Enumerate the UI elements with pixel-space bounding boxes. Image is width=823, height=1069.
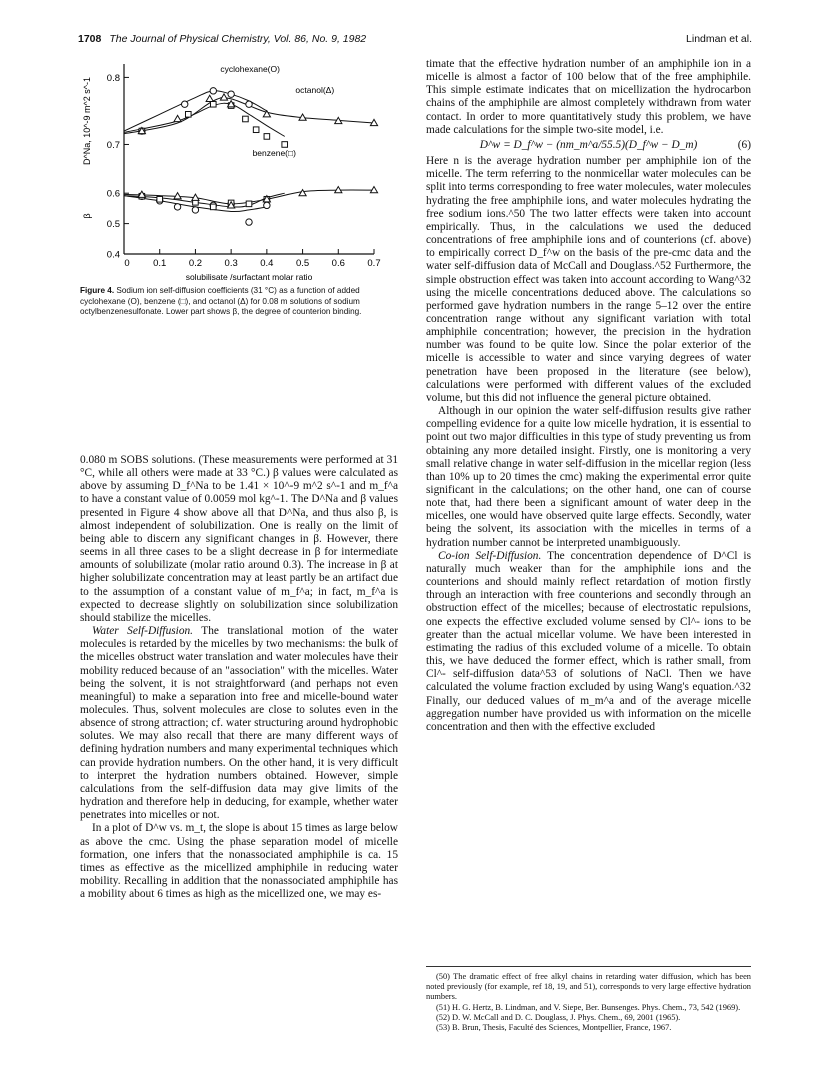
series-annotation: benzene(□) xyxy=(252,147,296,158)
figure-4 xyxy=(78,58,400,286)
data-point-square xyxy=(243,116,249,122)
journal-citation: The Journal of Physical Chemistry, Vol. 86, No. 9, 1982 xyxy=(109,33,367,45)
paragraph-body: The translational motion of the water molecules is retarded by the micelles by two mechanisms: the bulk of the micelles obstruct water translation and water molecules have their mobility reduced because of an "association" with the micelles. Water being the solvent, it is not straightforward (and perhaps not even meaningful) to make a separation into free and micelle-bound water molecules. Thus, solvent molecules are close to solutes even in the absence of strong attraction; cf. water structuring around hydrophobic solutes. We may also recall that there are many different ways of defining hydration numbers and many experimental techniques which can provide hydration numbers. On the other hand, it is very difficult to interpret the hydration numbers obtained. However, simple calculations from the self-diffusion data may give limits of the hydration and therefore help in deducing, for example, whether water penetrates into micelles or not. xyxy=(80,625,398,822)
figure-4-chart xyxy=(78,58,400,286)
caption-label: Figure 4. xyxy=(80,286,115,295)
data-point-square xyxy=(185,111,191,117)
figure-caption xyxy=(80,286,398,318)
series-annotation: cyclohexane(O) xyxy=(220,64,280,75)
y-tick-label: 0.5 xyxy=(106,219,120,231)
x-tick-label: 0.5 xyxy=(295,258,310,269)
paragraph: Here n is the average hydration number per amphiphile ion of the micelle. The term referring to the nonmicellar water molecules can be split into terms corresponding to free water molecules, water molecules hydrating the free amphiphile ions, and water molecules hydrating the free sodium ions.^50 The two latter effects were taken into account empirically. Thus, in the calculations we used the deduced concentrations of free amphiphile ions and of counterions (cf. above) to empirically correct D_f^w on the basis of the pre-cmc data and the water self-diffusion data of McCall and Douglass.^52 Furthermore, the simple obstruction effect was taken into account according to Wang^32 using the micelle concentrations deduced above. The calculations so performed gave hydration numbers in the range 5–12 over the entire concentration range without any significant variation with total amphiphile concentration; however, the precision in the hydration number was found to be quite low. Since the polar exterior of the micelle is accessible to water and since varying degrees of water penetration have been proposed in the literature (see below), calculations were performed with different values of the excluded volume, but this did not influence the general picture obtained. xyxy=(426,155,751,404)
x-tick-label: 0.4 xyxy=(260,258,274,269)
caption-text: Sodium ion self-diffusion coefficients (31 °C) as a function of added cyclohexane (O), benzene (□), and octanol (Δ) for 0.08 m solutions of sodium octylbenzenesulfonate. Lower part shows β, the degree of counterion binding. xyxy=(80,286,362,317)
data-point-circle xyxy=(182,101,188,107)
data-point-circle xyxy=(264,202,270,208)
data-point-triangle xyxy=(174,193,181,199)
y-axis-label: β xyxy=(82,213,92,219)
data-point-square xyxy=(264,134,270,140)
fit-curve xyxy=(124,91,267,131)
footnote: (53) B. Brun, Thesis, Faculté des Sciences, Montpellier, France, 1967. xyxy=(436,1023,672,1033)
equation-number: (6) xyxy=(737,138,751,151)
y-tick-label: 0.6 xyxy=(106,188,120,200)
data-point-square xyxy=(210,101,216,107)
data-point-triangle xyxy=(220,94,227,100)
data-point-square xyxy=(157,196,163,202)
x-tick-label: 0.3 xyxy=(224,258,238,269)
running-header xyxy=(78,33,752,49)
data-point-circle xyxy=(210,88,216,94)
x-tick-label: 0 xyxy=(124,258,130,269)
paragraph: Although in our opinion the water self-diffusion results give rather compelling evidence for a quite low micelle hydration, it is essential to point out two major difficulties in this type of study preventing us from obtaining any more detailed insight. Firstly, one is monitoring a very small relative change in water self-diffusion in the micellar region (less than 10% up to 20 times the cmc) making the experimental error quite significant in the calculations; on the other hand, one can of course note that, had there been a significant amount of water deep in the micelles, one would have observed quite large effects. Secondly, water being the solvent, its association with the micelles in terms of a hydration number cannot be interpreted unambiguously. xyxy=(426,405,751,549)
y-axis-label: D^Na, 10^-9 m^2 s^-1 xyxy=(82,77,92,165)
data-point-circle xyxy=(174,204,180,210)
equation-6 xyxy=(426,139,751,152)
x-tick-label: 0.6 xyxy=(331,258,345,269)
data-point-triangle xyxy=(174,115,181,121)
series-annotation: octanol(Δ) xyxy=(295,84,335,95)
section-heading: Co-ion Self-Diffusion. xyxy=(438,549,542,562)
footnotes xyxy=(426,966,751,1033)
header-authors: Lindman et al. xyxy=(686,33,752,45)
footnote: (52) D. W. McCall and D. C. Douglass, J. Phys. Chem., 69, 2001 (1965). xyxy=(436,1012,681,1022)
y-tick-label: 0.7 xyxy=(106,139,120,151)
data-point-circle xyxy=(246,219,252,225)
data-point-square xyxy=(253,127,259,133)
footnote: (51) H. G. Hertz, B. Lindman, and V. Siepe, Ber. Bunsenges. Phys. Chem., 73, 542 (1969). xyxy=(436,1002,741,1012)
paragraph: timate that the effective hydration number of an amphiphile ion in a micelle is almost a factor of 100 below that of the free amphiphile. This simple estimate indicates that on micellization the hydrocarbon chains of the amphiphile are almost completely withdrawn from water contact. In order to more quantitatively study this problem, we have made calculations for the simple two-site model, i.e. xyxy=(426,58,751,136)
data-point-triangle xyxy=(206,95,213,101)
x-tick-label: 0.2 xyxy=(188,258,203,269)
page-number: 1708 xyxy=(78,33,102,45)
x-axis-label: solubilisate /surfactant molar ratio xyxy=(185,272,313,282)
section-heading: Water Self-Diffusion. xyxy=(92,625,194,638)
paragraph-body: The concentration dependence of D^Cl is naturally much weaker than for the amphiphile ions and the counterions and should mainly reflect retardation of motion firstly through an interaction with free counterions and secondly through an obstruction effect of the micelles; because of electrostatic repulsions, one expects the effective excluded volume sensed by Cl^- ions to be greater than the actual micellar volume. We have been interested in estimating the radius of this excluded volume of a micelle. To obtain this, we have deduced the former effect, which is rather small, from Cl^- self-diffusion data^53 of solutions of NaCl. Then we have calculated the volume fraction excluded by using Wang's equation.^32 Finally, our deduced values of m_m^a and of the average micelle aggregation number have provided us with information on the micelle concentration and then with the effective excluded xyxy=(426,549,751,733)
paragraph: In a plot of D^w vs. m_t, the slope is about 15 times as large below as above the cmc. Using the phase separation model of micelle formation, one infers that the nonassociated amphiphile is ca. 15 times as effective as the micellized amphiphile in reducing water mobility. Recalling in addition that the nonassociated amphiphile has a mobility about 6 times as high as the micellized one, we may es- xyxy=(80,822,398,901)
data-point-square xyxy=(282,142,288,148)
paragraph-water-self-diffusion xyxy=(80,625,398,822)
data-point-square xyxy=(210,204,216,210)
right-column xyxy=(426,58,751,734)
x-tick-label: 0.7 xyxy=(367,258,381,269)
paragraph: 0.080 m SOBS solutions. (These measurements were performed at 31 °C, while all others were made at 33 °C.) β values were calculated as above by assuming D_f^Na to be 1.41 × 10^-9 m^2 s^-1 and m_f^a to have a constant value of 0.0059 mol kg^-1. The D^Na and β values presented in Figure 4 show above all that D^Na, and thus also β, is almost independent of solubilization. One is really on the limit of being able to discern any significant changes in β. However, there seems in all three cases to be a slight decrease in β for intermediate amounts of solubilizate (molar ratio around 0.3). The increase in β at higher solubilizate concentration may at least partly be an artifact due to the assumption of a constant value of m_f^a; in fact, m_f^a is expected to decrease slightly on solubilization since solubilization should stabilize the micelles. xyxy=(80,454,398,624)
data-point-circle xyxy=(246,101,252,107)
data-point-triangle xyxy=(299,190,306,196)
data-point-square xyxy=(246,201,252,207)
data-point-circle xyxy=(192,207,198,213)
x-tick-label: 0.1 xyxy=(153,258,167,269)
equation-body: D^w = D_f^w − (nm_m^a/55.5)(D_f^w − D_m) xyxy=(479,138,698,151)
footnote: (50) The dramatic effect of free alkyl chains in retarding water diffusion, which has been noted previously (for example, ref 18, 19, and 51), corresponds to very large effective hydration numbers. xyxy=(426,972,751,1002)
left-column xyxy=(80,454,398,901)
y-tick-label: 0.4 xyxy=(106,249,120,261)
y-tick-label: 0.8 xyxy=(106,72,120,84)
header-left xyxy=(78,33,366,45)
paragraph-co-ion-self-diffusion xyxy=(426,550,751,734)
data-point-circle xyxy=(228,91,234,97)
